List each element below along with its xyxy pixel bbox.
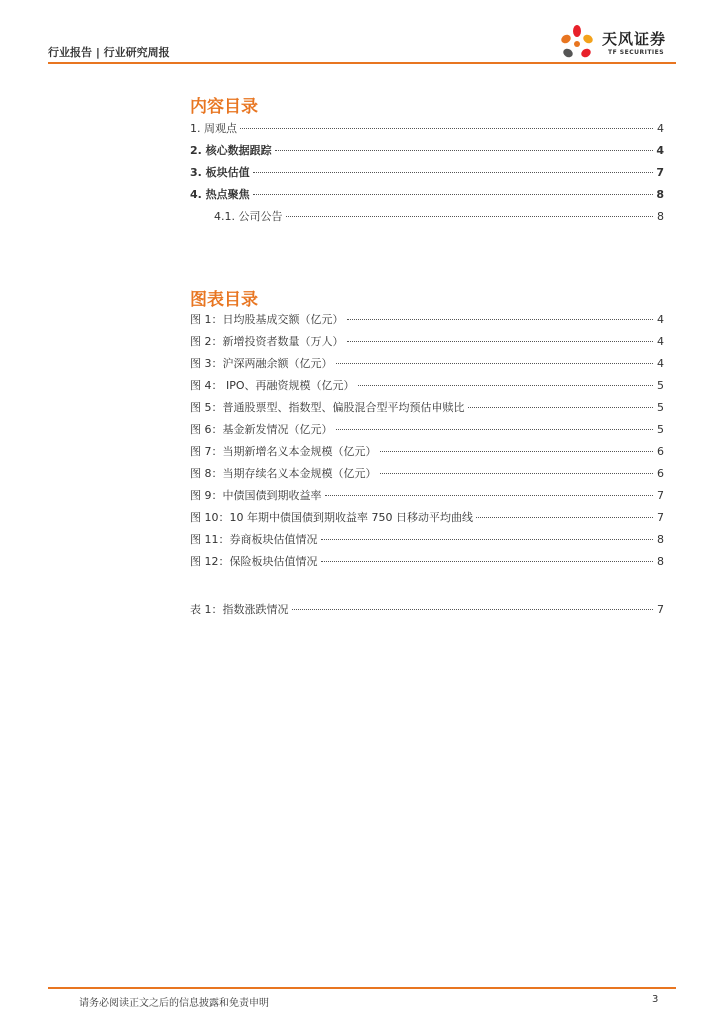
toc-title: 内容目录 xyxy=(190,97,258,117)
toc-item[interactable] xyxy=(190,120,664,142)
figure-item-page: 7 xyxy=(657,489,664,502)
figure-item[interactable] xyxy=(190,487,664,509)
figure-item-label: 图 6：基金新发情况（亿元） xyxy=(190,423,333,436)
leader-dots xyxy=(286,216,654,217)
toc-item[interactable] xyxy=(190,164,664,186)
footer-divider xyxy=(48,987,676,989)
leader-dots xyxy=(321,561,654,562)
figure-item-label: 图 1：日均股基成交额（亿元） xyxy=(190,313,344,326)
figure-item-label: 图 8：当期存续名义本金规模（亿元） xyxy=(190,467,377,480)
toc-item-label: 1. 周观点 xyxy=(190,122,237,135)
table-item-label: 表 1：指数涨跌情况 xyxy=(190,603,289,616)
leader-dots xyxy=(275,150,653,151)
figure-item[interactable] xyxy=(190,333,664,355)
toc-item-label: 4.1. 公司公告 xyxy=(214,210,283,223)
figures-title: 图表目录 xyxy=(190,290,258,310)
logo-flower-icon xyxy=(556,24,598,64)
figure-item-page: 5 xyxy=(657,401,664,414)
toc-item-page: 8 xyxy=(656,188,664,201)
toc-item[interactable] xyxy=(190,142,664,164)
figure-item-label: 图 3：沪深两融余额（亿元） xyxy=(190,357,333,370)
leader-dots xyxy=(240,128,653,129)
figure-item-page: 4 xyxy=(657,313,664,326)
figure-item-page: 6 xyxy=(657,445,664,458)
toc-item-page: 4 xyxy=(656,144,664,157)
tables-list xyxy=(190,601,664,623)
figure-item[interactable] xyxy=(190,531,664,553)
figure-item[interactable] xyxy=(190,465,664,487)
toc-item-page: 4 xyxy=(657,122,664,135)
figure-item-label: 图 5：普通股票型、指数型、偏股混合型平均预估申赎比 xyxy=(190,401,465,414)
figure-item[interactable] xyxy=(190,355,664,377)
figure-item-page: 8 xyxy=(657,555,664,568)
toc-item[interactable] xyxy=(190,186,664,208)
toc-item-page: 7 xyxy=(656,166,664,179)
logo-text-cn: 天风证券 xyxy=(602,30,667,48)
leader-dots xyxy=(253,172,653,173)
figure-item-page: 6 xyxy=(657,467,664,480)
figure-item-page: 4 xyxy=(657,357,664,370)
company-logo xyxy=(556,24,676,64)
figure-item[interactable] xyxy=(190,399,664,421)
leader-dots xyxy=(336,429,654,430)
figure-item[interactable] xyxy=(190,311,664,333)
leader-dots xyxy=(380,473,654,474)
toc-subitem[interactable] xyxy=(190,208,664,230)
leader-dots xyxy=(336,363,654,364)
leader-dots xyxy=(292,609,654,610)
toc-item-label: 3. 板块估值 xyxy=(190,166,250,179)
figure-item-page: 7 xyxy=(657,511,664,524)
toc-list xyxy=(190,120,664,230)
leader-dots xyxy=(358,385,653,386)
figure-item-label: 图 10：10 年期中债国债到期收益率 750 日移动平均曲线 xyxy=(190,511,473,524)
figure-item-page: 8 xyxy=(657,533,664,546)
toc-item-label: 2. 核心数据跟踪 xyxy=(190,144,272,157)
toc-item-label: 4. 热点聚焦 xyxy=(190,188,250,201)
figure-item[interactable] xyxy=(190,377,664,399)
page-header xyxy=(48,30,676,64)
figure-item[interactable] xyxy=(190,421,664,443)
figure-item[interactable] xyxy=(190,553,664,575)
footer-disclaimer: 请务必阅读正文之后的信息披露和免责申明 xyxy=(79,998,269,1009)
leader-dots xyxy=(347,319,654,320)
leader-dots xyxy=(476,517,653,518)
figure-item-label: 图 11：券商板块估值情况 xyxy=(190,533,318,546)
figure-item-page: 4 xyxy=(657,335,664,348)
header-divider xyxy=(48,62,676,64)
figures-list xyxy=(190,311,664,575)
figure-item-page: 5 xyxy=(657,379,664,392)
leader-dots xyxy=(321,539,654,540)
figure-item-label: 图 2：新增投资者数量（万人） xyxy=(190,335,344,348)
figure-item-label: 图 9：中债国债到期收益率 xyxy=(190,489,322,502)
table-item[interactable] xyxy=(190,601,664,623)
figure-item[interactable] xyxy=(190,443,664,465)
leader-dots xyxy=(380,451,654,452)
toc-item-page: 8 xyxy=(657,210,664,223)
leader-dots xyxy=(347,341,654,342)
logo-text-en: TF SECURITIES xyxy=(608,49,665,56)
report-type-label: 行业报告 | 行业研究周报 xyxy=(48,46,170,59)
figure-item-label: 图 7：当期新增名义本金规模（亿元） xyxy=(190,445,377,458)
leader-dots xyxy=(253,194,653,195)
table-item-page: 7 xyxy=(657,603,664,616)
page-number: 3 xyxy=(652,994,659,1005)
figure-item-label: 图 12：保险板块估值情况 xyxy=(190,555,318,568)
leader-dots xyxy=(325,495,654,496)
leader-dots xyxy=(468,407,654,408)
figure-item-page: 5 xyxy=(657,423,664,436)
figure-item[interactable] xyxy=(190,509,664,531)
figure-item-label: 图 4： IPO、再融资规模（亿元） xyxy=(190,379,355,392)
